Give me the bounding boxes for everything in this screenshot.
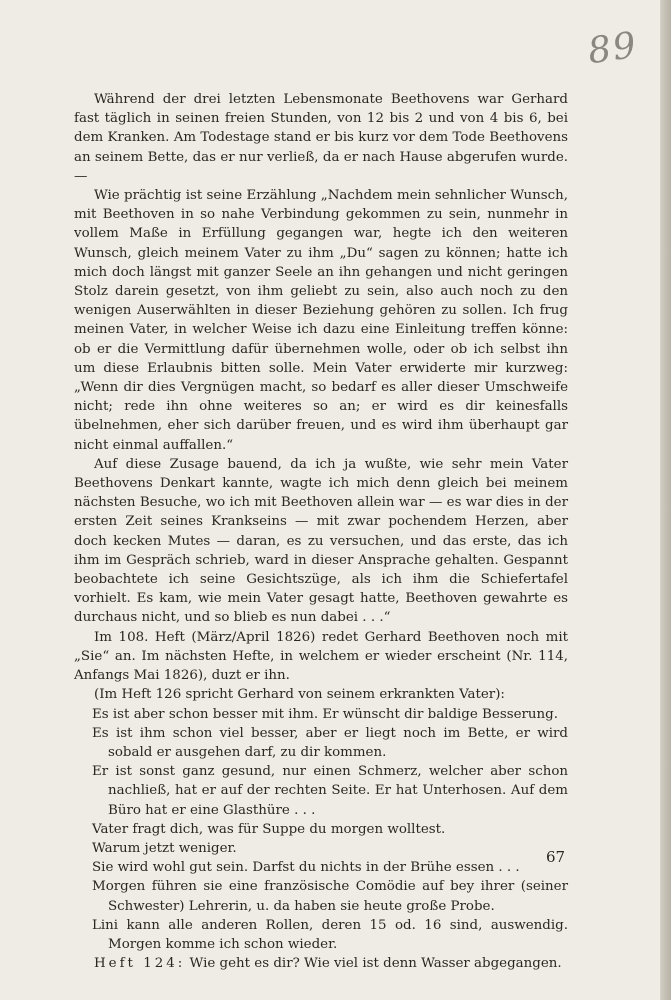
page-edge [661, 0, 671, 1000]
paragraph-1: Während der drei letzten Lebensmonate Beethovens war Gerhard fast täglich in seinen freien Stunden, von 12 bis 2 und von 4 bis 6, bei dem Kranken. Am Todestage stand er bis kurz vor dem Tode Beethovens an seinem Bette, das er nur verließ, da er nach Hause abgerufen wurde. — [74, 92, 568, 184]
handwritten-page-note: 89 [585, 24, 641, 73]
quote-line: Es ist aber schon besser mit ihm. Er wünscht dir baldige Besserung. [92, 706, 558, 722]
body-text [74, 90, 568, 973]
quote-line: Vater fragt dich, was für Suppe du morgen wolltest. [92, 821, 446, 837]
quote-line: Sie wird wohl gut sein. Darfst du nichts in der Brühe essen . . . [92, 860, 520, 876]
quote-line: Lini kann alle anderen Rollen, deren 15 od. 16 sind, auswendig. Morgen komme ich schon wieder. [92, 917, 568, 952]
paragraph-3: Auf diese Zusage bauend, da ich ja wußte, wie sehr mein Vater Beethovens Denkart kannte, wagte ich mich denn gleich bei meinem nächsten Besuche, wo ich mit Beethoven allein war — es war dies in der ersten Zeit seines Krankseins — mit zwar pochendem Herzen, aber doch kecken Mutes — daran, es zu versuchen, und das erste, das ich ihm im Gespräch schrieb, ward in dieser Ansprache gehalten. Gespannt beobachtete ich seine Gesichtszüge, als ich ihm die Schiefertafel vorhielt. Es kam, wie mein Vater gesagt hatte, Beethoven gewahrte es durchaus nicht, und so blieb es nun dabei . . .“ [74, 456, 568, 626]
paragraph-2: Wie prächtig ist seine Erzählung „Nachdem mein sehnlicher Wunsch, mit Beethoven in so nahe Verbindung gekommen zu sein, nunmehr in vollem Maße in Erfüllung gegangen war, hegte ich den weiteren Wunsch, gleich meinem Vater zu ihm „Du“ sagen zu können; hatte ich mich doch längst mit ganzer Seele an ihn gehangen und nicht geringen Stolz darein gesetzt, von ihm geliebt zu sein, also auch noch zu den wenigen Auserwählten in dieser Beziehung gehören zu sollen. Ich frug meinen Vater, in welcher Weise ich dazu eine Einleitung treffen könne: ob er die Vermittlung dafür übernehmen wolle, oder ob ich selbst ihn um diese Erlaubnis bitten solle. Mein Vater erwiderte mir kurzweg: „Wenn dir dies Vergnügen macht, so bedarf es aller dieser Umschweife nicht; rede ihn ohne weiteres so an; er wird es dir keinesfalls übelnehmen, eher sich darüber freuen, und es wird ihm überhaupt gar nicht einmal auffallen.“ [74, 188, 568, 453]
quote-line: Morgen führen sie eine französische Comödie auf bey ihrer (seiner Schwester) Lehrerin, u. da haben sie heute große Probe. [92, 879, 568, 914]
heft-text: Wie geht es dir? Wie viel ist denn Wasser abgegangen. [185, 956, 562, 972]
quote-block [74, 705, 568, 955]
quote-line: Warum jetzt weniger. [92, 840, 237, 856]
heft-124-line [74, 954, 568, 973]
quote-line: Er ist sonst ganz gesund, nur einen Schmerz, welcher aber schon nachließ, hat er auf der rechten Seite. Er hat Unterhosen. Auf dem Büro hat er eine Glasthüre . . . [92, 764, 568, 818]
heft-label: Heft 124: [94, 956, 186, 972]
page-number: 67 [546, 848, 566, 866]
paragraph-4: Im 108. Heft (März/April 1826) redet Gerhard Beethoven noch mit „Sie“ an. Im nächsten Hefte, in welchem er wieder erscheint (Nr. 114, Anfangs Mai 1826), duzt er ihn. [74, 629, 568, 684]
quote-intro: (Im Heft 126 spricht Gerhard von seinem erkrankten Vater): [94, 687, 505, 703]
quote-line: Es ist ihm schon viel besser, aber er liegt noch im Bette, er wird sobald er ausgehen darf, zu dir kommen. [92, 725, 568, 760]
